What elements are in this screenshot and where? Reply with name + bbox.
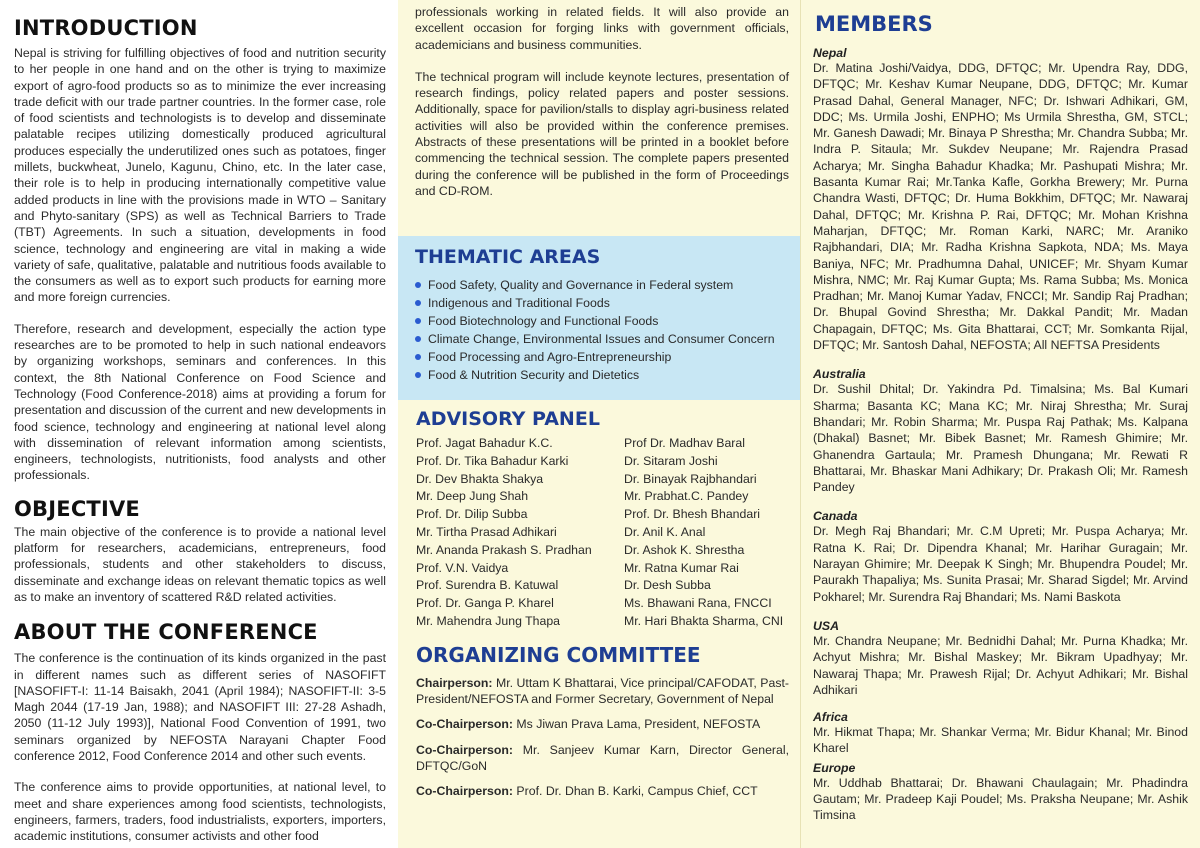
region-members: Dr. Matina Joshi/Vaidya, DDG, DFTQC; Mr. Upendra Ray, DDG, DFTQC; Mr. Keshav Kumar Neupane, DDG, DFTQC; Mr. Kumar Prasad Dahal, General Manager, NFC; Dr. Ishwari Adhikari, GM, DDC; Ms. Urmila Joshi, ENPHO; Ms Urmila Shrestha, GM, STCL; Mr. Ganesh Dawadi; Mr. Binaya P Shrestha; Mr. Chandra Subba; Mr. Indra P. Sitaula; Mr. Sukdev Neupane; Mr. Rajendra Prasad Acharya; Mr. Singha Bahadur Khadka; Mr. Pashupati Mishra; Mr. Basanta Kumar Rai; Mr.Tanka Kafle, Gorkha Brewery; Mr. Purna Chandra Wasti, DFTQC; Dr. Huma Bokkhim, DFTQC; Mr. Nawaraj Dahal, DFTQC; Mr. Krishna P. Rai, DFTQC; Mr. Mohan Krishna Maharjan, DFTQC; Mr. Roman Karki, NARC; Mr. Araniko Rajbhandari, DIA; Mr. Radha Krishna Sapkota, NDA; Ms. Maya Baniya, NFC; Mr. Pradhumna Dahal, UNICEF; Mr. Shyam Kumar Mishra, NMC; Mr. Raj Kumar Gupta; Ms. Rama Subba; Ms. Monica Pradhan; Mr. Manoj Kumar Yadav, FNCCI; Mr. Sandip Raj Pradhan; Dr. Bhupal Govind Shrestha; Mr. Dakkal Pandit; Mr. Madan Chapagain, DFTQC; Ms. Gita Bhattarai, CCT; Mr. Somkanta Rijal, DFTQC; Mr. Santosh Dahal, NEFOSTA; All NEFTSA Presidents (813, 61, 1188, 353)
advisory-organizing-section (398, 400, 800, 800)
advisory-heading: ADVISORY PANEL (416, 408, 600, 430)
region-label: Australia (813, 367, 866, 382)
members-heading: MEMBERS (815, 12, 933, 36)
advisor-name: Prof. V.N. Vaidya (416, 560, 509, 575)
thematic-item: Food Safety, Quality and Governance in Federal system (415, 276, 788, 294)
introduction-paragraph-1: Nepal is striving for fulfilling objectives of food and nutrition security to her people in one hand and on the other is trying to maximize export of agro-food products so as to minimize the ever increasing trade deficit with our trade partner countries. In the former case, role of food scientists and technologists is to develop and disseminate palatable recipes utilizing domestically produced agricultural produces especially the underutilized ones such as potatoes, finger millets, buckwheat, Junelo, Kagunu, Chino, etc. In the later case, their role is to help in producing internationally competitive value added products in line with the provisions made in WTO – Sanitary and Phyto-sanitary (SPS) as well as Technical Barriers to Trade (TBT) Agreements. In such a situation, developments in food science, technology and engineering are vital in making a wide variety of safe, qualitative, palatable and nutritious foods available to the consumers as well as to export such products for earning more and more foreign currencies. (14, 46, 386, 305)
bullet-icon (415, 300, 421, 306)
about-paragraph-1: The conference is the continuation of its kinds organized in the past in different names such as different series of NASOFIFT [NASOFIFT-I: 11-14 Baisakh, 2041 (April 1984); NASOFIFT-II: 3-5 Magh 2044 (17-19 Jan, 1988); and NASOFIFT III: 27-28 Ashadh, 2050 (11-12 July 1993)], National Food Convention of 1991, two seminars organized by NEFOSTA Narayani Chapter Food conference 2012, Food Conference 2014 and other such events. (14, 651, 386, 763)
advisor-name: Mr. Deep Jung Shah (416, 489, 529, 504)
bullet-icon (415, 372, 421, 378)
advisor-name: Prof. Surendra B. Katuwal (416, 578, 559, 593)
region-members: Mr. Uddhab Bhattarai; Dr. Bhawani Chaulagain; Mr. Phadindra Gautam; Mr. Pradeep Kaji Poudel; Ms. Praksha Neupane; Mr. Ashik Timsina (813, 775, 1188, 823)
advisor-name: Dr. Ashok K. Shrestha (624, 542, 745, 557)
bullet-icon (415, 318, 421, 324)
about-paragraph-2: The conference aims to provide opportunities, at national level, to meet and share experiences among food scientists, technologists, engineers, farmers, traders, food industrialists, exporters, importers, academic institutions, consumer activists and other food (14, 780, 386, 844)
members-region-australia (813, 367, 1188, 495)
bullet-icon (415, 336, 421, 342)
advisor-name: Mr. Prabhat.C. Pandey (624, 489, 749, 504)
region-label: Africa (813, 710, 848, 725)
advisor-name: Dr. Binayak Rajbhandari (624, 471, 757, 486)
members-region-canada (813, 509, 1188, 604)
middle-column (398, 0, 800, 848)
thematic-item: Food & Nutrition Security and Dietetics (415, 366, 788, 384)
thematic-item: Food Processing and Agro-Entrepreneurship (415, 348, 788, 366)
introduction-heading: INTRODUCTION (14, 16, 198, 40)
organizing-entry: Co-Chairperson: Mr. Sanjeev Kumar Karn, Director General, DFTQC/GoN (416, 742, 789, 773)
advisor-name: Dr. Desh Subba (624, 578, 711, 593)
advisor-name: Dr. Anil K. Anal (624, 524, 706, 539)
introduction-paragraph-2: Therefore, research and development, especially the action type researches are to be promoted to help in such national endeavors by organizing workshops, seminars and conferences. In this context, the 8th National Conference on Food Science and Technology (Food Conference-2018) aims at providing a forum for presentation and discussion of the current and new developments in food science, technology and engineering at national level along with dissemination of relevant information among scientists, engineers, technologists, nutritionists, food analysts and other professionals. (14, 321, 386, 483)
advisory-right-column (624, 435, 783, 631)
advisor-name: Prof. Jagat Bahadur K.C. (416, 436, 553, 450)
thematic-item: Indigenous and Traditional Foods (415, 294, 788, 312)
region-label: Europe (813, 760, 856, 775)
advisor-name: Dr. Sitaram Joshi (624, 453, 718, 468)
advisor-name: Mr. Ratna Kumar Rai (624, 560, 739, 575)
advisor-name: Prof. Dr. Tika Bahadur Karki (416, 453, 569, 468)
bullet-icon (415, 282, 421, 288)
members-region-africa (813, 710, 1188, 757)
continued-paragraph-2: The technical program will include keynote lectures, presentation of research findings, policy related papers and poster sessions. Additionally, space for pavilion/stalls to display agri-business related activities will also be provided within the conference premises. Abstracts of these presentations will be printed in a booklet before commencing the technical session. The complete papers presented during the conference will be published in the form of Proceedings and CD-ROM. (415, 69, 789, 198)
advisor-name: Prof. Dr. Dilip Subba (416, 507, 528, 522)
conference-continued (398, 0, 800, 236)
region-members: Dr. Megh Raj Bhandari; Mr. C.M Upreti; Mr. Puspa Acharya; Mr. Ratna K. Rai; Dr. Dipendra Khanal; Mr. Harihar Guragain; Mr. Narayan Ghimire; Mr. Deepak K Singh; Mr. Bhupendra Poudel; Mr. Paurakh Thapaliya; Ms. Sunita Prasai; Mr. Sharad Sigdel; Mr. Arvind Pokharel; Mr. Surendra Raj Bhandari; Ms. Nami Baskota (813, 524, 1188, 604)
members-region-usa (813, 619, 1188, 698)
advisor-name: Mr. Hari Bhakta Sharma, CNI (624, 613, 784, 628)
objective-paragraph: The main objective of the conference is to provide a national level platform for researchers, academicians, entrepreneurs, food professionals, students and other stakeholders to discuss, disseminate and exchange ideas on relevant thematic topics as well as to make an inventory of scattered R&D related activities. (14, 524, 386, 604)
thematic-heading: THEMATIC AREAS (415, 246, 601, 268)
left-column (0, 0, 398, 848)
advisor-name: Mr. Ananda Prakash S. Pradhan (416, 542, 592, 557)
organizing-entry: Co-Chairperson: Ms Jiwan Prava Lama, President, NEFOSTA (416, 717, 761, 732)
region-label: USA (813, 618, 839, 633)
organizing-entry: Chairperson: Mr. Uttam K Bhattarai, Vice principal/CAFODAT, Past-President/NEFOSTA and Former Secretary, Government of Nepal (416, 675, 789, 707)
organizing-heading: ORGANIZING COMMITTEE (416, 642, 701, 667)
bullet-icon (415, 354, 421, 360)
members-region-europe (813, 761, 1188, 824)
advisor-name: Mr. Tirtha Prasad Adhikari (416, 524, 557, 539)
advisor-name: Mr. Mahendra Jung Thapa (416, 613, 561, 628)
right-column (800, 0, 1200, 848)
region-members: Mr. Chandra Neupane; Mr. Bednidhi Dahal; Mr. Purna Khadka; Mr. Achyut Mishra; Mr. Bishal Maskey; Mr. Bikram Upadhyay; Mr. Nawaraj Thapa; Mr. Prawesh Rijal; Dr. Achyut Adhikari; Mr. Bishal Adhikari (813, 633, 1188, 697)
members-region-nepal (813, 46, 1188, 353)
region-members: Mr. Hikmat Thapa; Mr. Shankar Verma; Mr. Bidur Khanal; Mr. Binod Kharel (813, 725, 1188, 756)
thematic-item: Food Biotechnology and Functional Foods (415, 312, 788, 330)
advisor-name: Dr. Dev Bhakta Shakya (416, 471, 544, 486)
advisor-name: Ms. Bhawani Rana, FNCCI (624, 596, 772, 611)
thematic-list (415, 276, 788, 384)
advisory-panel-list (416, 435, 789, 631)
organizing-entry: Co-Chairperson: Prof. Dr. Dhan B. Karki, Campus Chief, CCT (416, 784, 758, 799)
region-members: Dr. Sushil Dhital; Dr. Yakindra Pd. Timalsina; Ms. Bal Kumari Sharma; Basanta KC; Mana KC; Mr. Niraj Shrestha; Mr. Suraj Bhandari; Mr. Robin Sharma; Mr. Puspa Raj Pathak; Ms. Kalpana (Dhakal) Basnet; Mr. Bibek Basnet; Mr. Ramesh Ghimire; Mr. Ghanendra Gartaula; Mr. Pramesh Dhungana; Mr. Rewati R Bhattarai, Mr. Bhaskar Mani Adhikary; Dr. Prakash Oli; Mr. Ramesh Pandey (813, 382, 1188, 495)
thematic-item: Climate Change, Environmental Issues and Consumer Concern (415, 330, 788, 348)
continued-paragraph-1: professionals working in related fields. It will also provide an excellent occasion for forging links with government officials, academicians and business communities. (415, 5, 789, 52)
advisor-name: Prof Dr. Madhav Baral (624, 436, 745, 450)
region-label: Canada (813, 509, 858, 524)
objective-heading: OBJECTIVE (14, 496, 140, 521)
advisor-name: Prof. Dr. Bhesh Bhandari (624, 507, 761, 522)
about-heading: ABOUT THE CONFERENCE (14, 620, 318, 645)
thematic-areas-section (398, 236, 800, 400)
advisor-name: Prof. Dr. Ganga P. Kharel (416, 596, 554, 611)
region-label: Nepal (813, 46, 847, 60)
advisory-left-column (416, 435, 624, 631)
